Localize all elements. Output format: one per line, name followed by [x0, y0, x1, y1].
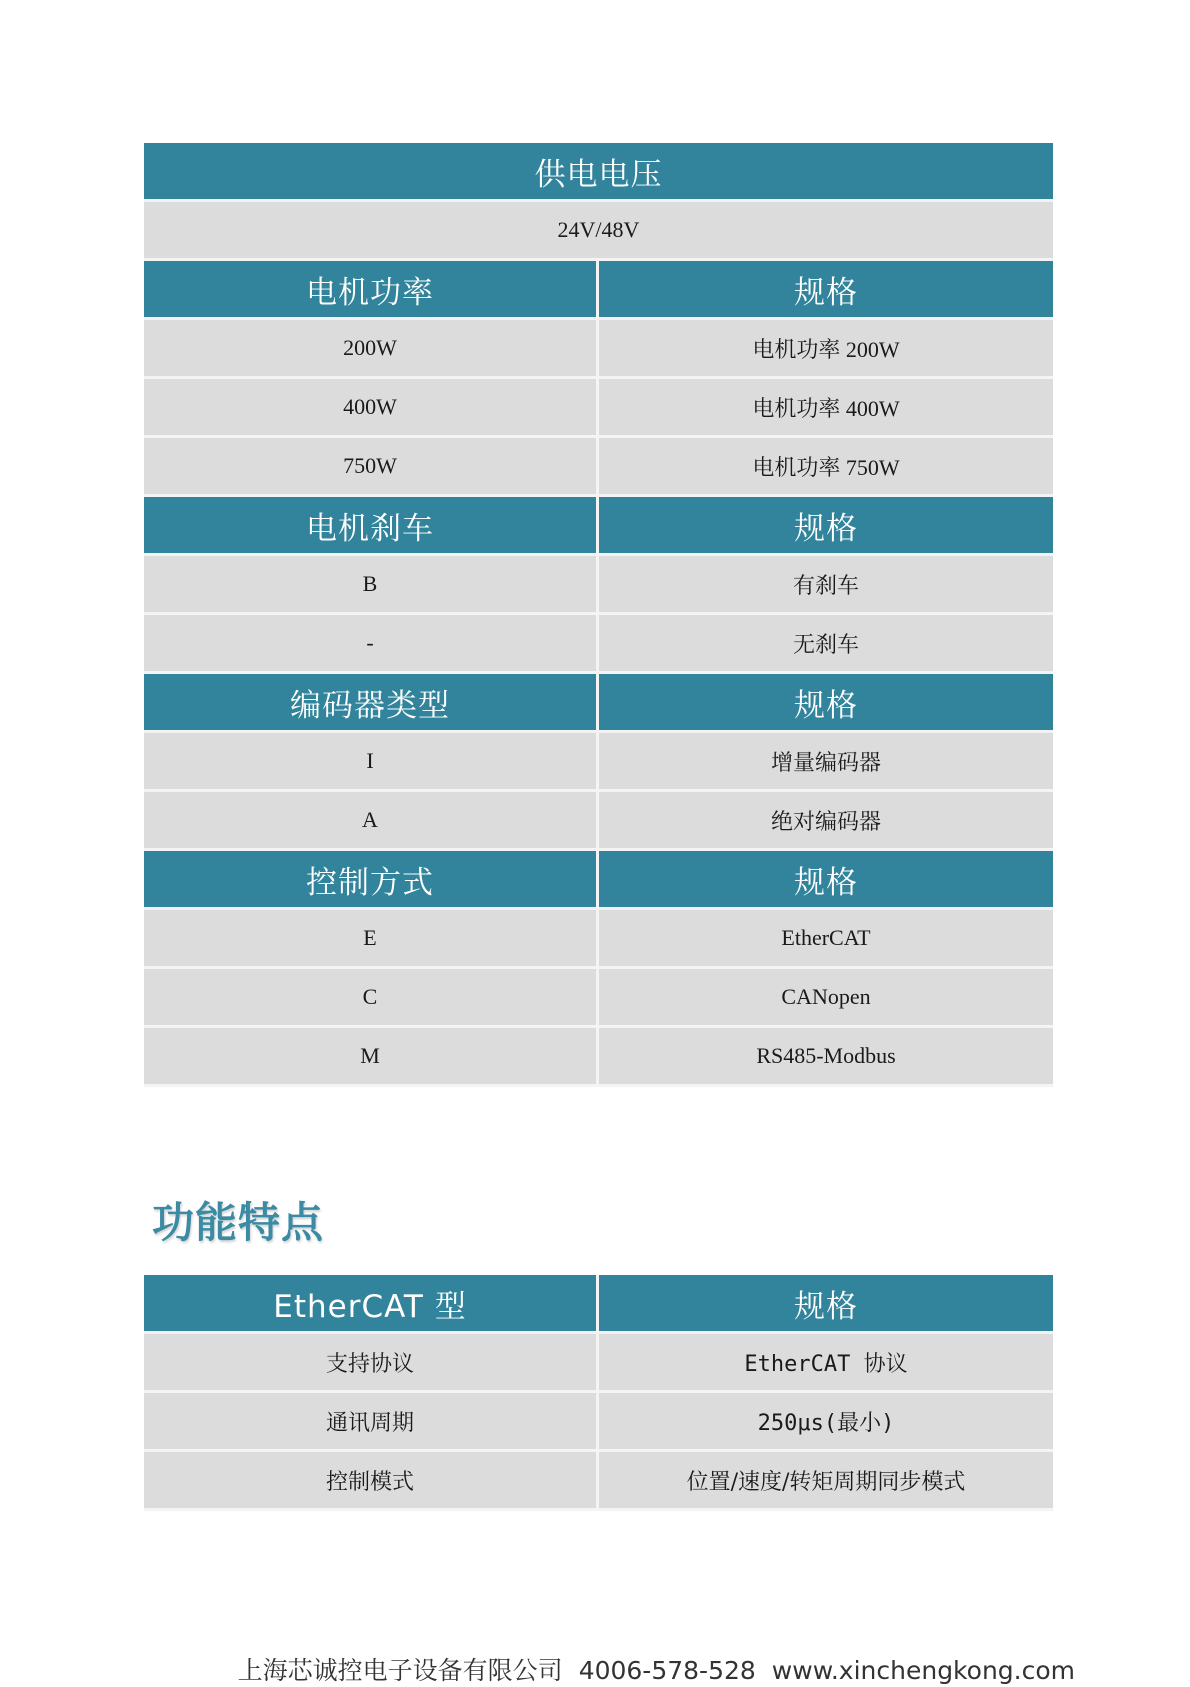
spec-table — [144, 143, 1053, 1087]
section-header-row — [144, 497, 1053, 556]
features-table — [144, 1275, 1053, 1511]
row-desc: 无刹车 — [599, 615, 1053, 674]
row-desc: EtherCAT — [599, 910, 1053, 969]
row-code: B — [144, 556, 599, 615]
table-row — [144, 733, 1053, 792]
row-code: 750W — [144, 438, 599, 497]
section-header-left: 控制方式 — [144, 851, 599, 910]
row-code: 400W — [144, 379, 599, 438]
features-header-right: 规格 — [599, 1275, 1053, 1334]
feature-spec: EtherCAT 协议 — [599, 1334, 1053, 1393]
table-row — [144, 969, 1053, 1028]
voltage-value: 24V/48V — [144, 202, 1053, 261]
row-desc: RS485-Modbus — [599, 1028, 1053, 1087]
row-code: - — [144, 615, 599, 674]
section-header-right: 规格 — [599, 497, 1053, 556]
footer-company: 上海芯诚控电子设备有限公司 — [237, 1656, 563, 1685]
feature-item: 控制模式 — [144, 1452, 599, 1511]
footer-website[interactable]: www.xinchengkong.com — [771, 1656, 1075, 1685]
section-title: 功能特点 — [152, 1198, 325, 1247]
section-header-left: 电机刹车 — [144, 497, 599, 556]
voltage-header: 供电电压 — [144, 143, 1053, 202]
feature-item: 通讯周期 — [144, 1393, 599, 1452]
row-code: I — [144, 733, 599, 792]
section-header-right: 规格 — [599, 261, 1053, 320]
section-header-row — [144, 261, 1053, 320]
table-row — [144, 910, 1053, 969]
row-code: C — [144, 969, 599, 1028]
table-row — [144, 1028, 1053, 1087]
table-row — [144, 556, 1053, 615]
table-row — [144, 438, 1053, 497]
feature-spec: 250μs(最小) — [599, 1393, 1053, 1452]
row-desc: 电机功率 200W — [599, 320, 1053, 379]
row-code: E — [144, 910, 599, 969]
features-header-row — [144, 1275, 1053, 1334]
section-header-left: 编码器类型 — [144, 674, 599, 733]
footer-phone: 4006-578-528 — [578, 1656, 756, 1685]
table-row — [144, 1452, 1053, 1511]
row-code: M — [144, 1028, 599, 1087]
voltage-value-row — [144, 202, 1053, 261]
section-header-left: 电机功率 — [144, 261, 599, 320]
row-code: 200W — [144, 320, 599, 379]
row-desc: 电机功率 400W — [599, 379, 1053, 438]
feature-item: 支持协议 — [144, 1334, 599, 1393]
row-desc: 增量编码器 — [599, 733, 1053, 792]
table-row — [144, 379, 1053, 438]
table-row — [144, 792, 1053, 851]
row-desc: 电机功率 750W — [599, 438, 1053, 497]
feature-spec: 位置/速度/转矩周期同步模式 — [599, 1452, 1053, 1511]
row-desc: 绝对编码器 — [599, 792, 1053, 851]
features-header-left: EtherCAT 型 — [144, 1275, 599, 1334]
table-row — [144, 615, 1053, 674]
row-code: A — [144, 792, 599, 851]
section-header-row — [144, 851, 1053, 910]
row-desc: 有刹车 — [599, 556, 1053, 615]
section-header-row — [144, 674, 1053, 733]
section-header-right: 规格 — [599, 851, 1053, 910]
section-header-right: 规格 — [599, 674, 1053, 733]
row-desc: CANopen — [599, 969, 1053, 1028]
table-row — [144, 1393, 1053, 1452]
table-row — [144, 320, 1053, 379]
voltage-header-row — [144, 143, 1053, 202]
footer — [238, 1651, 1075, 1687]
table-row — [144, 1334, 1053, 1393]
